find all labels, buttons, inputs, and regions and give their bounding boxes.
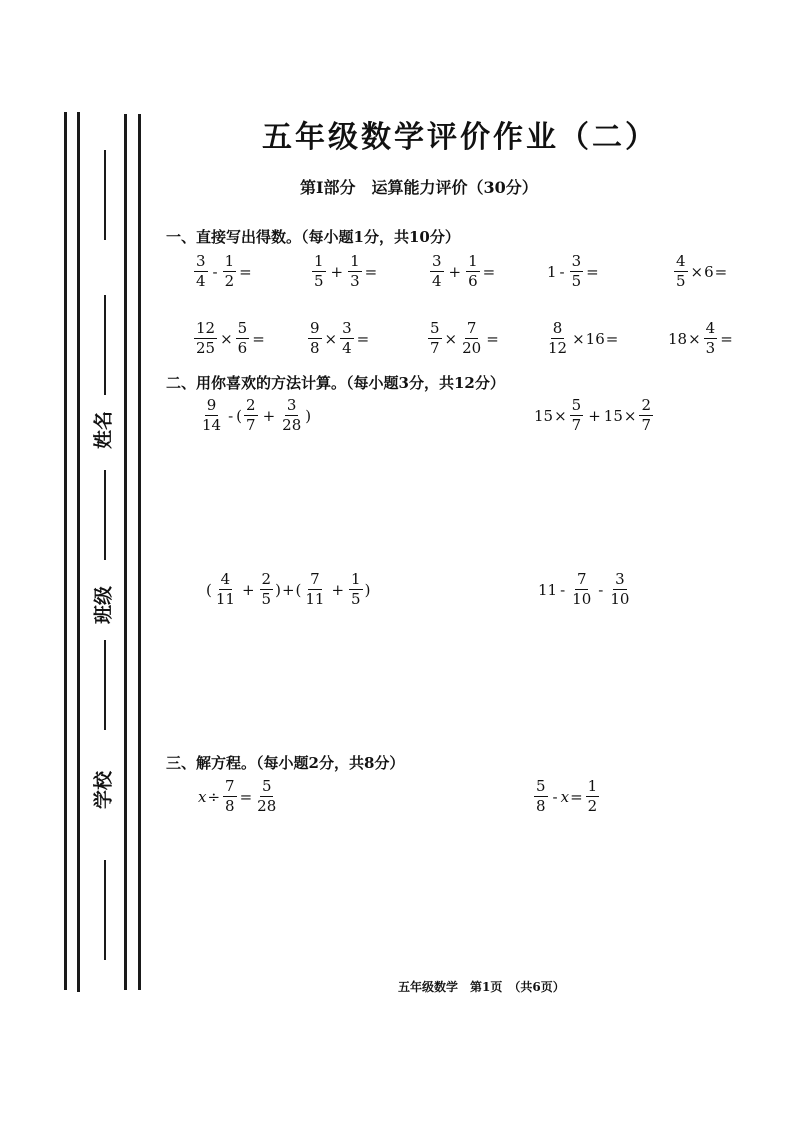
fraction: $\frac{1}{6}$ bbox=[468, 252, 478, 290]
name-label: 姓名 bbox=[92, 410, 115, 450]
fraction: $\frac{3}{4}$ bbox=[432, 252, 442, 290]
fraction: $\frac{1}{5}$ bbox=[314, 252, 324, 290]
fraction: $\frac{12}{25}$ bbox=[196, 319, 216, 357]
binding-line-4 bbox=[138, 114, 141, 990]
bottom-blank-line bbox=[104, 860, 106, 960]
page-footer: 五年级数学 第1页 （共6页） bbox=[398, 980, 565, 994]
extra-blank-line bbox=[104, 640, 106, 730]
part-subtitle: 第Ⅰ部分 运算能力评价（30分） bbox=[300, 178, 538, 197]
section-3-heading: 三、解方程。（每小题2分，共8分） bbox=[166, 754, 405, 772]
section-2-heading: 二、用你喜欢的方法计算。（每小题3分，共12分） bbox=[166, 374, 505, 392]
fraction: $\frac{5}{28}$ bbox=[257, 777, 277, 815]
fraction: $\frac{2}{7}$ bbox=[641, 396, 652, 434]
binding-line-1 bbox=[64, 112, 67, 990]
s1-q5: $\frac{4}{5}$ × 6 = bbox=[676, 252, 728, 290]
fraction: $\frac{1}{2}$ bbox=[224, 252, 235, 290]
s2-p4: 11 - $\frac{7}{10}$ - $\frac{3}{10}$ bbox=[538, 570, 630, 608]
fraction: $\frac{9}{8}$ bbox=[310, 319, 320, 357]
fraction: $\frac{5}{6}$ bbox=[237, 319, 248, 357]
s1-q7: $\frac{9}{8}$ × $\frac{3}{4}$ = bbox=[310, 319, 370, 357]
fraction: $\frac{8}{12}$ bbox=[548, 319, 568, 357]
fraction: $\frac{2}{7}$ bbox=[246, 396, 256, 434]
fraction: $\frac{7}{20}$ bbox=[462, 319, 482, 357]
class-label: 班级 bbox=[92, 585, 115, 625]
fraction: $\frac{3}{5}$ bbox=[571, 252, 582, 290]
s3-q2: $\frac{5}{8}$ - x = $\frac{1}{2}$ bbox=[536, 777, 598, 815]
name-blank-line bbox=[104, 150, 106, 240]
fraction: $\frac{5}{8}$ bbox=[536, 777, 546, 815]
school-label: 学校 bbox=[92, 770, 115, 810]
s1-q2: $\frac{1}{5}$ + $\frac{1}{3}$ = bbox=[314, 252, 378, 290]
s1-q4: 1 - $\frac{3}{5}$ = bbox=[547, 252, 599, 290]
fraction: $\frac{5}{7}$ bbox=[430, 319, 440, 357]
fraction: $\frac{4}{3}$ bbox=[705, 319, 716, 357]
fraction: $\frac{1}{3}$ bbox=[350, 252, 360, 290]
school-blank-line bbox=[104, 470, 106, 560]
s1-q6: $\frac{12}{25}$ × $\frac{5}{6}$ = bbox=[196, 319, 265, 357]
s1-q3: $\frac{3}{4}$ + $\frac{1}{6}$ = bbox=[432, 252, 496, 290]
fraction: $\frac{3}{28}$ bbox=[282, 396, 302, 434]
page-title: 五年级数学评价作业（二） bbox=[262, 120, 658, 155]
s1-q9: $\frac{8}{12}$ × 16 = bbox=[548, 319, 619, 357]
fraction: $\frac{1}{5}$ bbox=[351, 570, 361, 608]
binding-line-3 bbox=[124, 114, 127, 990]
fraction: $\frac{4}{5}$ bbox=[676, 252, 686, 290]
fraction: $\frac{9}{14}$ bbox=[202, 396, 222, 434]
fraction: $\frac{2}{5}$ bbox=[261, 570, 272, 608]
s1-q10: 18 × $\frac{4}{3}$ = bbox=[668, 319, 733, 357]
fraction: $\frac{7}{8}$ bbox=[225, 777, 235, 815]
fraction: $\frac{7}{10}$ bbox=[572, 570, 592, 608]
s2-p2: 15 × $\frac{5}{7}$ + 15 × $\frac{2}{7}$ bbox=[534, 396, 652, 434]
fraction: $\frac{4}{11}$ bbox=[215, 570, 235, 608]
s1-q8: $\frac{5}{7}$ × $\frac{7}{20}$ = bbox=[430, 319, 499, 357]
fraction: $\frac{3}{10}$ bbox=[610, 570, 630, 608]
class-blank-line bbox=[104, 295, 106, 395]
fraction: $\frac{3}{4}$ bbox=[196, 252, 206, 290]
fraction: $\frac{1}{2}$ bbox=[587, 777, 598, 815]
fraction: $\frac{3}{4}$ bbox=[342, 319, 352, 357]
s2-p3: ( $\frac{4}{11}$ + $\frac{2}{5}$ ) + ( $\frac{7}{11}$ + $\frac{1}{5}$ ) bbox=[206, 570, 371, 608]
binding-line-2 bbox=[77, 112, 80, 992]
section-1-heading: 一、直接写出得数。（每小题1分，共10分） bbox=[166, 228, 460, 246]
fraction: $\frac{5}{7}$ bbox=[571, 396, 582, 434]
s2-p1: $\frac{9}{14}$ - ( $\frac{2}{7}$ + $\frac{3}{28}$ ) bbox=[202, 396, 312, 434]
s1-q1: $\frac{3}{4}$ - $\frac{1}{2}$ = bbox=[196, 252, 252, 290]
fraction: $\frac{7}{11}$ bbox=[305, 570, 325, 608]
s3-q1: x ÷ $\frac{7}{8}$ = $\frac{5}{28}$ bbox=[198, 777, 277, 815]
